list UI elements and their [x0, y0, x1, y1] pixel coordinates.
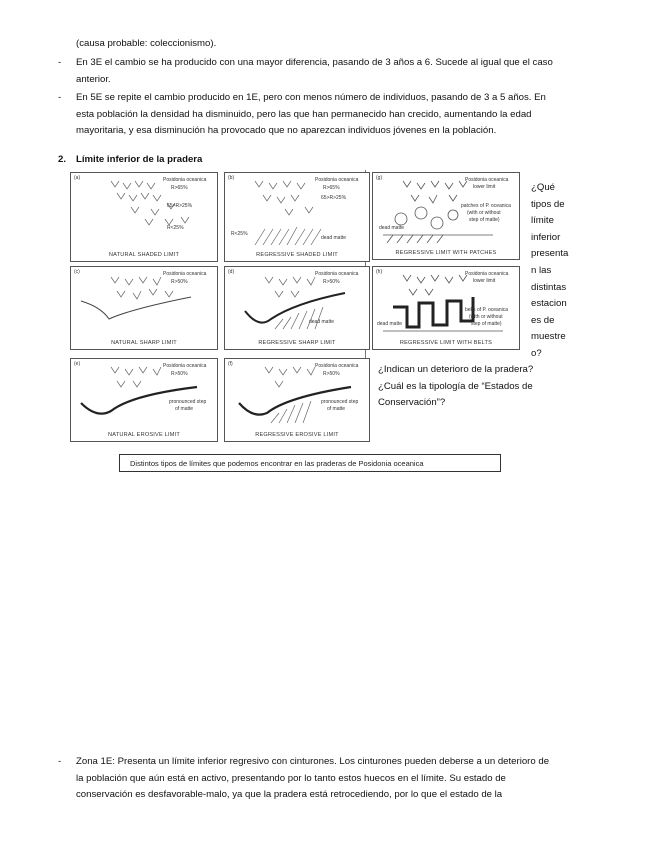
panel-natural-sharp: [70, 266, 218, 350]
panel-id: (h): [376, 269, 383, 275]
panel-caption: REGRESSIVE LIMIT WITH PATCHES: [395, 250, 497, 256]
panel-id: (f): [228, 361, 233, 367]
p1-line2: anterior.: [76, 73, 111, 85]
panel-label: Posidonia oceanica: [465, 177, 509, 183]
panel-label: R>50%: [171, 371, 188, 377]
question-word: inferior: [531, 231, 561, 243]
bottom-line2: la población que aún está en activo, presentando por lo tanto estos huecos en el límite. Su estado de: [76, 772, 506, 784]
panel-caption: NATURAL SHARP LIMIT: [111, 340, 177, 346]
p2-line3: mayoritaria, y esa disminución ha provocado que no aparezcan individuos jóvenes en la población.: [76, 125, 497, 136]
panel-regressive-belts: [372, 266, 520, 350]
panel-label: pronounced step: [169, 399, 207, 405]
panel-regressive-erosive: [224, 358, 370, 442]
p2-line1: En 5E se repite el cambio producido en 1E, pero con menos número de individuos, pasando de 3 a 5 años. En: [76, 92, 546, 103]
question-word: presenta: [531, 248, 569, 260]
panel-caption: NATURAL SHADED LIMIT: [108, 252, 180, 258]
panel-label: (with or without: [467, 210, 501, 216]
panel-label: dead matte: [377, 321, 403, 327]
panel-label: dead matte: [321, 235, 347, 241]
panel-label: Posidonia oceanica: [315, 363, 359, 369]
panel-label: (with or without: [469, 314, 503, 320]
panel-label: R<25%: [167, 225, 184, 231]
panel-label: lower limit: [473, 278, 496, 284]
bottom-line3: conservación es desfavorable-malo, ya que la pradera está retrocediendo, por lo que el estado de la: [76, 789, 503, 800]
section-title: Límite inferior de la pradera: [76, 154, 203, 165]
question-deterioration: ¿Indican un deterioro de la pradera?: [378, 364, 534, 375]
paragraph-5e: [76, 90, 616, 140]
panel-id: (b): [228, 175, 235, 181]
bullet-dash: -: [58, 756, 62, 767]
panel-id: (e): [74, 361, 81, 367]
question-word: n las: [531, 264, 552, 276]
panel-label: 65>R>25%: [321, 195, 347, 201]
bullet-dash: -: [58, 57, 62, 68]
bottom-line1: Zona 1E: Presenta un límite inferior regresivo con cinturones. Los cinturones pueden deberse a un deterioro de: [76, 756, 550, 767]
question-typology-line2: Conservación”?: [378, 397, 446, 408]
panel-label: Posidonia oceanica: [465, 271, 509, 277]
panel-id: (d): [228, 269, 235, 275]
panel-label: Posidonia oceanica: [315, 271, 359, 277]
question-word: estacion: [531, 298, 567, 310]
panel-label: R<25%: [231, 231, 248, 237]
panel-illustration: [373, 173, 519, 259]
panel-regressive-sharp: [224, 266, 370, 350]
paragraph-3e: [76, 55, 616, 88]
bullet-dash: -: [58, 92, 62, 103]
panel-label: of matte: [175, 406, 194, 412]
p1-line1: En 3E el cambio se ha producido con una mayor diferencia, pasando de 3 años a 6. Sucede al igual que el caso: [76, 57, 553, 68]
panel-caption: REGRESSIVE EROSIVE LIMIT: [255, 432, 339, 438]
panel-label: R>50%: [323, 279, 340, 285]
panel-label: Posidonia oceanica: [163, 271, 207, 277]
panel-label: R>50%: [323, 371, 340, 377]
figure-caption: Distintos tipos de límites que podemos encontrar en las praderas de Posidonia oceanica: [119, 454, 501, 472]
panel-natural-erosive: [70, 358, 218, 442]
panel-label: Posidonia oceanica: [163, 363, 207, 369]
question-word: tipos de: [531, 198, 565, 210]
question-word: límite: [531, 215, 554, 227]
panel-illustration: [225, 267, 369, 349]
panel-illustration: [71, 173, 217, 261]
panel-label: dead matte: [309, 319, 335, 325]
p2-line2: esta población la densidad ha disminuido, pero las que han permanecido han crecido, aumentando la edad: [76, 108, 532, 120]
paragraph-zona-1e: [76, 754, 616, 804]
panel-caption: NATURAL EROSIVE LIMIT: [108, 432, 180, 438]
panel-label: Posidonia oceanica: [315, 177, 359, 183]
panel-label: 65>R>25%: [167, 203, 193, 209]
panel-id: (g): [376, 175, 383, 181]
panel-caption: REGRESSIVE SHARP LIMIT: [258, 340, 336, 346]
panel-label: R>50%: [171, 279, 188, 285]
panel-caption: REGRESSIVE LIMIT WITH BELTS: [399, 340, 493, 346]
panel-label: lower limit: [473, 184, 496, 190]
panel-label: patches of P. oceanica: [461, 203, 511, 209]
panel-label: step of matte): [469, 217, 500, 223]
panel-label: R>65%: [323, 185, 340, 191]
question-word: o?: [531, 347, 542, 359]
panel-regressive-patches: [372, 172, 520, 260]
panel-illustration: [225, 173, 369, 261]
panel-label: belts of P. oceanica: [465, 307, 508, 313]
panel-caption: REGRESSIVE SHADED LIMIT: [256, 252, 338, 258]
panel-illustration: [71, 267, 217, 349]
panel-label: of matte: [327, 406, 346, 412]
panel-label: dead matte: [379, 225, 405, 231]
panel-label: Posidonia oceanica: [163, 177, 207, 183]
section-number: 2.: [58, 154, 67, 165]
question-word: distintas: [531, 281, 567, 293]
panel-regressive-shaded: [224, 172, 370, 262]
question-limit-types: [531, 180, 575, 363]
question-word: ¿Qué: [531, 182, 555, 193]
panel-label: step of matte): [471, 321, 502, 327]
panel-id: (a): [74, 175, 81, 181]
question-word: es de: [531, 314, 555, 326]
panel-natural-shaded: [70, 172, 218, 262]
line-causa: (causa probable: coleccionismo).: [76, 38, 217, 49]
panel-label: pronounced step: [321, 399, 359, 405]
question-word: muestre: [531, 331, 566, 343]
panel-id: (c): [74, 269, 80, 275]
question-typology-line1: ¿Cuál es la tipología de “Estados de: [378, 381, 533, 392]
panel-label: R>65%: [171, 185, 188, 191]
